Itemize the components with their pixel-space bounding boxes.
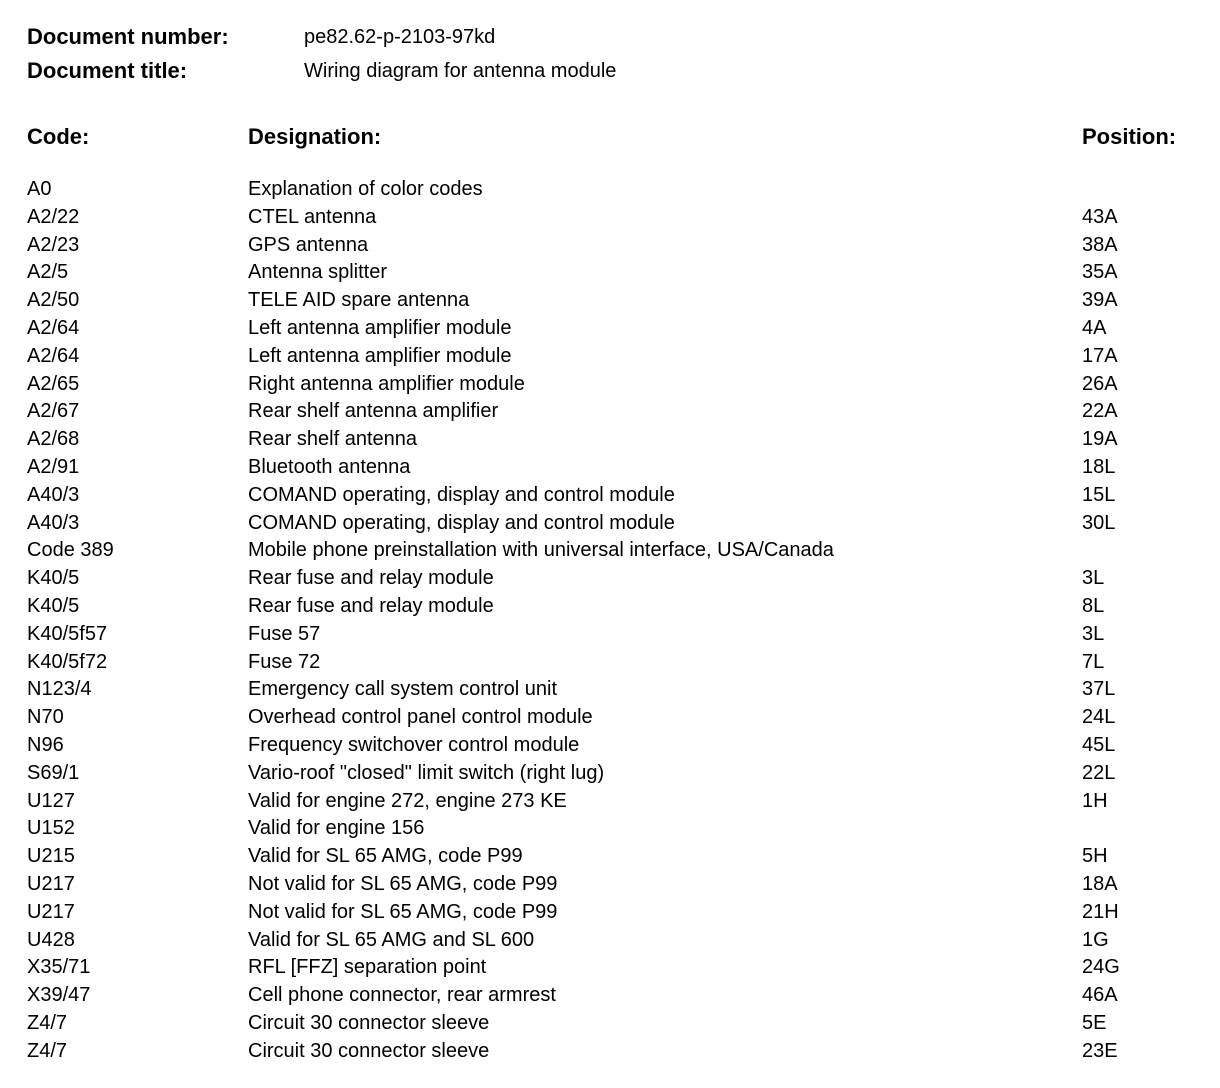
row-code: Z4/7 <box>27 1039 68 1062</box>
table-row <box>27 649 1207 677</box>
row-designation: Cell phone connector, rear armrest <box>248 984 556 1007</box>
row-designation: Emergency call system control unit <box>248 678 558 701</box>
row-code: U127 <box>27 789 75 812</box>
row-code: X39/47 <box>27 984 91 1007</box>
row-code: U215 <box>27 845 75 868</box>
table-row <box>27 788 1207 816</box>
table-row <box>27 815 1207 843</box>
row-code: U217 <box>27 900 75 923</box>
row-designation: TELE AID spare antenna <box>248 289 470 312</box>
row-position: 4A <box>1082 316 1107 339</box>
row-designation: Bluetooth antenna <box>248 455 411 478</box>
row-position: 30L <box>1082 511 1116 534</box>
row-position: 19A <box>1082 428 1118 451</box>
column-header-position: Position: <box>1082 124 1177 149</box>
table-row <box>27 1010 1207 1038</box>
row-designation: RFL [FFZ] separation point <box>248 956 487 979</box>
row-designation: Rear fuse and relay module <box>248 567 494 590</box>
row-position: 35A <box>1082 261 1118 284</box>
row-position: 3L <box>1082 622 1105 645</box>
row-position: 26A <box>1082 372 1118 395</box>
table-row <box>27 398 1207 426</box>
row-position: 38A <box>1082 233 1118 256</box>
table-row <box>27 760 1207 788</box>
row-code: N123/4 <box>27 678 92 701</box>
row-position: 8L <box>1082 594 1105 617</box>
row-designation: Valid for SL 65 AMG and SL 600 <box>248 928 535 951</box>
row-code: K40/5f72 <box>27 650 108 673</box>
row-code: U152 <box>27 817 75 840</box>
row-designation: GPS antenna <box>248 233 369 256</box>
row-code: A2/50 <box>27 289 80 312</box>
row-designation: Antenna splitter <box>248 261 387 284</box>
row-position: 46A <box>1082 984 1118 1007</box>
row-position: 21H <box>1082 900 1119 923</box>
row-code: K40/5f57 <box>27 622 108 645</box>
row-code: A40/3 <box>27 483 80 506</box>
table-row <box>27 259 1207 287</box>
table-row <box>27 621 1207 649</box>
row-designation: Rear shelf antenna <box>248 428 418 451</box>
row-code: A2/5 <box>27 261 69 284</box>
table-row <box>27 899 1207 927</box>
table-row <box>27 482 1207 510</box>
row-position: 22L <box>1082 761 1116 784</box>
row-code: N96 <box>27 733 64 756</box>
row-designation: Vario-roof "closed" limit switch (right lug) <box>248 761 605 784</box>
row-designation: Rear fuse and relay module <box>248 594 494 617</box>
row-designation: Not valid for SL 65 AMG, code P99 <box>248 900 558 923</box>
table-row <box>27 176 1207 204</box>
row-position: 1H <box>1082 789 1108 812</box>
table-header <box>27 124 1207 154</box>
table-row <box>27 315 1207 343</box>
row-position: 24L <box>1082 706 1116 729</box>
table-row <box>27 843 1207 871</box>
row-position: 22A <box>1082 400 1118 423</box>
row-position: 1G <box>1082 928 1109 951</box>
row-code: X35/71 <box>27 956 91 979</box>
table-row <box>27 204 1207 232</box>
row-designation: COMAND operating, display and control module <box>248 483 675 506</box>
table-row <box>27 1038 1207 1066</box>
row-designation: Right antenna amplifier module <box>248 372 525 395</box>
row-designation: Left antenna amplifier module <box>248 316 512 339</box>
row-designation: Rear shelf antenna amplifier <box>248 400 499 423</box>
row-designation: Circuit 30 connector sleeve <box>248 1039 490 1062</box>
row-code: A2/91 <box>27 455 80 478</box>
row-position: 5E <box>1082 1011 1107 1034</box>
row-code: K40/5 <box>27 567 80 590</box>
row-code: A2/23 <box>27 233 80 256</box>
row-code: N70 <box>27 706 64 729</box>
row-position: 3L <box>1082 567 1105 590</box>
row-designation: Frequency switchover control module <box>248 733 580 756</box>
table-row <box>27 871 1207 899</box>
table-row <box>27 982 1207 1010</box>
row-position: 23E <box>1082 1039 1118 1062</box>
row-code: A0 <box>27 178 52 200</box>
row-position: 17A <box>1082 344 1118 367</box>
row-designation: Mobile phone preinstallation with universal interface, USA/Canada <box>248 539 834 562</box>
row-position: 18A <box>1082 872 1118 895</box>
table-row <box>27 343 1207 371</box>
row-designation: Valid for engine 272, engine 273 KE <box>248 789 567 812</box>
table-row <box>27 426 1207 454</box>
table-row <box>27 927 1207 955</box>
row-code: K40/5 <box>27 594 80 617</box>
table-row <box>27 454 1207 482</box>
row-code: A2/22 <box>27 205 80 228</box>
document-header <box>27 20 616 88</box>
row-code: A2/68 <box>27 428 80 451</box>
table-row <box>27 537 1207 565</box>
row-designation: Overhead control panel control module <box>248 706 593 729</box>
row-position: 7L <box>1082 650 1105 673</box>
row-position: 15L <box>1082 483 1116 506</box>
row-code: U217 <box>27 872 75 895</box>
column-header-code: Code: <box>27 124 90 149</box>
table-row <box>27 593 1207 621</box>
row-designation: Circuit 30 connector sleeve <box>248 1011 490 1034</box>
row-code: Z4/7 <box>27 1011 68 1034</box>
row-code: A2/65 <box>27 372 80 395</box>
row-designation: Explanation of color codes <box>248 178 483 200</box>
document-number-label: Document number: <box>27 24 229 49</box>
row-designation: Left antenna amplifier module <box>248 344 512 367</box>
row-code: A40/3 <box>27 511 80 534</box>
table-row <box>27 954 1207 982</box>
table-row <box>27 565 1207 593</box>
row-position: 5H <box>1082 845 1108 868</box>
row-designation: Fuse 72 <box>248 650 321 673</box>
row-position: 18L <box>1082 455 1116 478</box>
row-code: U428 <box>27 928 75 951</box>
row-designation: Not valid for SL 65 AMG, code P99 <box>248 872 558 895</box>
row-position: 24G <box>1082 956 1120 979</box>
table-row <box>27 704 1207 732</box>
document-title-value: Wiring diagram for antenna module <box>304 59 617 82</box>
row-designation: COMAND operating, display and control module <box>248 511 675 534</box>
component-table <box>27 176 1207 1066</box>
row-code: A2/64 <box>27 344 80 367</box>
table-row <box>27 287 1207 315</box>
row-code: A2/64 <box>27 316 80 339</box>
row-position: 45L <box>1082 733 1116 756</box>
table-row <box>27 732 1207 760</box>
document-number-value: pe82.62-p-2103-97kd <box>304 25 496 48</box>
table-row <box>27 232 1207 260</box>
row-designation: CTEL antenna <box>248 205 377 228</box>
document-number-row <box>27 20 616 54</box>
row-code: A2/67 <box>27 400 80 423</box>
document-title-row <box>27 54 616 88</box>
row-code: S69/1 <box>27 761 80 784</box>
table-row <box>27 676 1207 704</box>
document-title-label: Document title: <box>27 58 188 83</box>
row-designation: Fuse 57 <box>248 622 321 645</box>
row-position: 43A <box>1082 205 1118 228</box>
row-position: 39A <box>1082 289 1118 312</box>
column-header-designation: Designation: <box>248 124 382 149</box>
table-row <box>27 510 1207 538</box>
row-code: Code 389 <box>27 539 114 562</box>
row-designation: Valid for engine 156 <box>248 817 425 840</box>
row-position: 37L <box>1082 678 1116 701</box>
table-row <box>27 371 1207 399</box>
row-designation: Valid for SL 65 AMG, code P99 <box>248 845 523 868</box>
